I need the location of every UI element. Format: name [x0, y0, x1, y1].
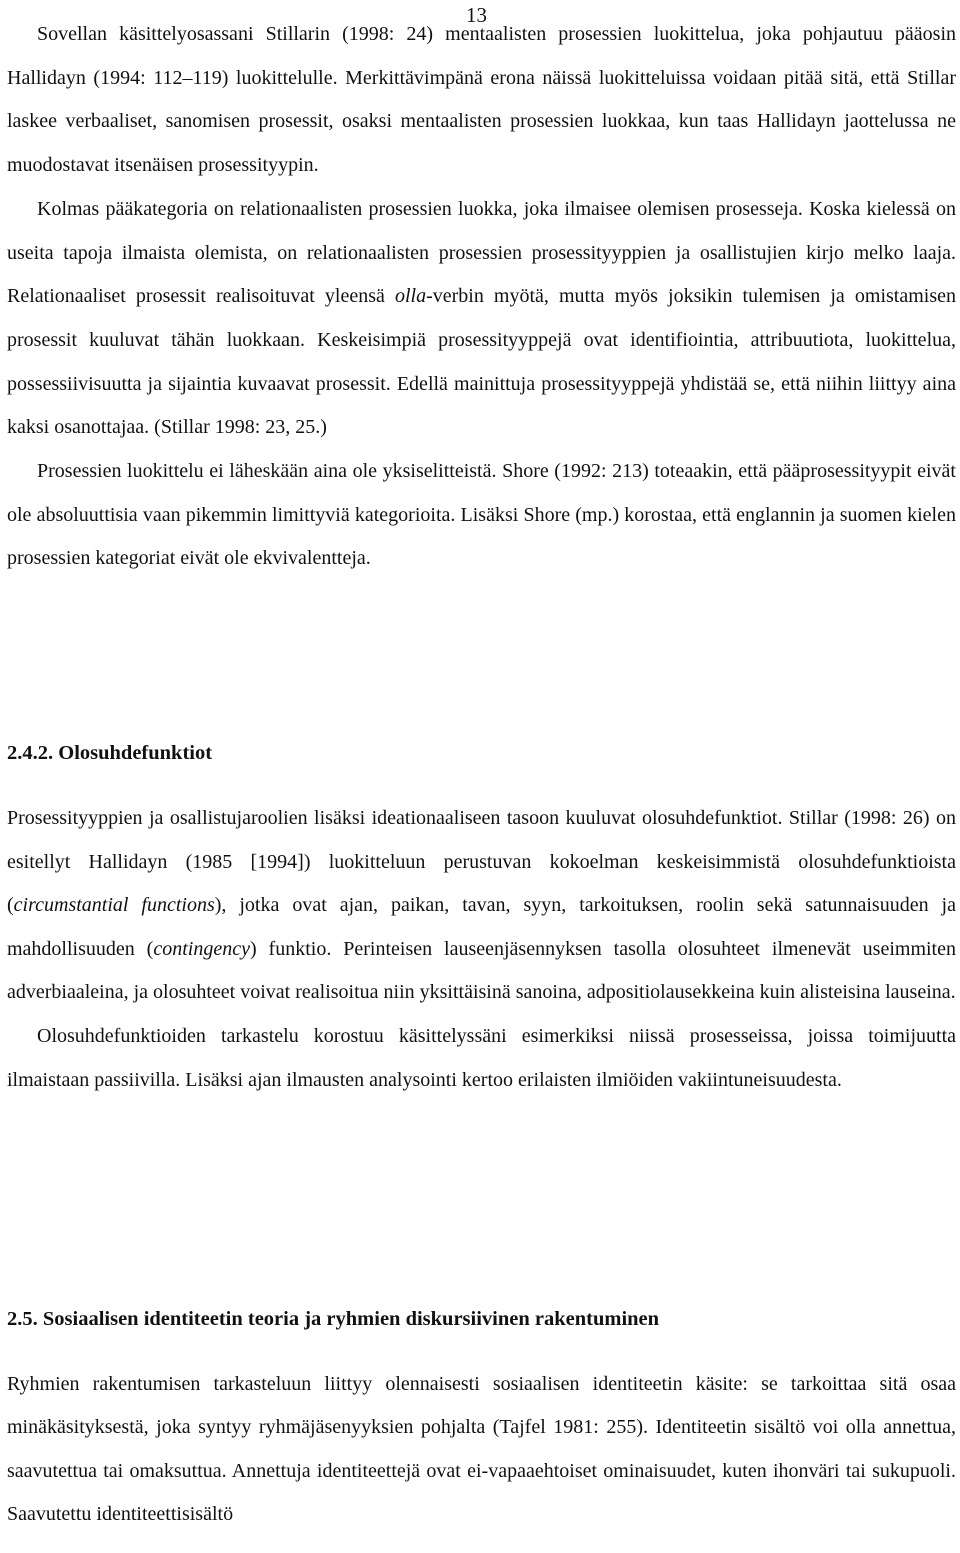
text-run: ), jotka ovat ajan, paikan, tavan, syyn, tarkoituksen, roolin sekä satunnaisuuden ja mahdollisuuden (	[7, 894, 956, 960]
paragraph	[7, 797, 956, 1015]
section-heading-2-5	[7, 1297, 956, 1341]
section-heading: 2.5. Sosiaalisen identiteetin teoria ja ryhmien diskursiivinen rakentuminen	[7, 1308, 660, 1330]
paragraph	[7, 1363, 956, 1537]
text-run: ) funktio. Perinteisen lauseenjäsennyksen tasolla olosuhteet ilmenevät useimmiten adverbiaaleina, ja olosuhteet voivat realisoitua niin yksittäisinä sanoina, adpositiolausekkeina kuin alisteisina lauseina.	[7, 937, 956, 1004]
text-run: Olosuhdefunktioiden tarkastelu korostuu käsittelyssäni esimerkiksi niissä prosesseissa, joissa toimijuutta ilmaistaan passiivilla. Lisäksi ajan ilmausten analysointi kertoo erilaisten ilmiöiden vakiintuneisuudesta.	[7, 1024, 956, 1091]
section-processes-text	[7, 13, 956, 581]
section-identity-text	[7, 1363, 956, 1537]
text-run: Prosessityyppien ja osallistujaroolien lisäksi ideationaaliseen tasoon kuuluvat olosuhdefunktiot. Stillar (1998: 26) on esitellyt Hallidayn (1985 [1994]) luokitteluun perustuvan kokoelman keskeisimmistä olosuhdefunktioista (	[7, 807, 956, 917]
text-run: Sovellan käsittelyosassani Stillarin (1998: 24) mentaalisten prosessien luokittelua, joka pohjautuu pääosin Hallidayn (1994: 112–119) luokittelulle. Merkittävimpänä erona näissä luokitteluissa voidaan pitää sitä, että Stillar laskee verbaaliset, sanomisen prosessit, osaksi mentaalisten prosessien luokkaa, kun taas Hallidayn jaottelussa ne muodostavat itsenäisen prosessityypin.	[7, 23, 956, 177]
text-run: Ryhmien rakentumisen tarkasteluun liittyy olennaisesti sosiaalisen identiteetin käsite: se tarkoittaa sitä osaa minäkäsityksestä, joka syntyy ryhmäjäsenyyksien pohjalta (Tajfel 1981: 255). Identiteetin sisältö voi olla annettua, saavutettua tai omaksuttua. Annettuja identiteettejä ovat ei-vapaaehtoiset ominaisuudet, kuten ihonväri tai sukupuoli. Saavutettu identiteettisisältö	[7, 1373, 956, 1526]
section-heading-2-4-2	[7, 731, 956, 775]
text-run: Prosessien luokittelu ei läheskään aina ole yksiselitteistä. Shore (1992: 213) toteaakin, että pääprosessityypit eivät ole absoluuttisia vaan pikemmin limittyviä kategorioita. Lisäksi Shore (mp.) korostaa, että englannin ja suomen kielen prosessien kategoriat eivät ole ekvivalentteja.	[7, 460, 956, 570]
paragraph	[7, 188, 956, 450]
italic-term: olla	[394, 285, 427, 308]
text-run: -verbin myötä, mutta myös joksikin tulemisen ja omistamisen prosessit kuuluvat tähän luokkaan. Keskeisimpiä prosessityyppejä ovat identifiointia, attribuutiota, luokittelua, possessiivisuutta ja sijaintia kuvaavat prosessit. Edellä mainittuja prosessityyppejä yhdistää se, että niihin liittyy aina kaksi osanottajaa. (Stillar 1998: 23, 25.)	[7, 285, 956, 439]
paragraph	[7, 450, 956, 581]
text-run: Kolmas pääkategoria on relationaalisten prosessien luokka, joka ilmaisee olemisen prosesseja. Koska kielessä on useita tapoja ilmaista olemista, on relationaalisten prosessien prosessityyppien ja osallistujien kirjo melko laaja. Relationaaliset prosessit realisoituvat yleensä	[7, 197, 956, 308]
section-circumstances-text	[7, 797, 956, 1102]
italic-term: contingency	[153, 937, 250, 960]
page-number: 13	[466, 3, 487, 27]
paragraph	[7, 13, 956, 188]
italic-term: circumstantial functions	[13, 894, 215, 917]
section-heading: 2.4.2. Olosuhdefunktiot	[7, 742, 213, 764]
paragraph	[7, 1015, 956, 1102]
